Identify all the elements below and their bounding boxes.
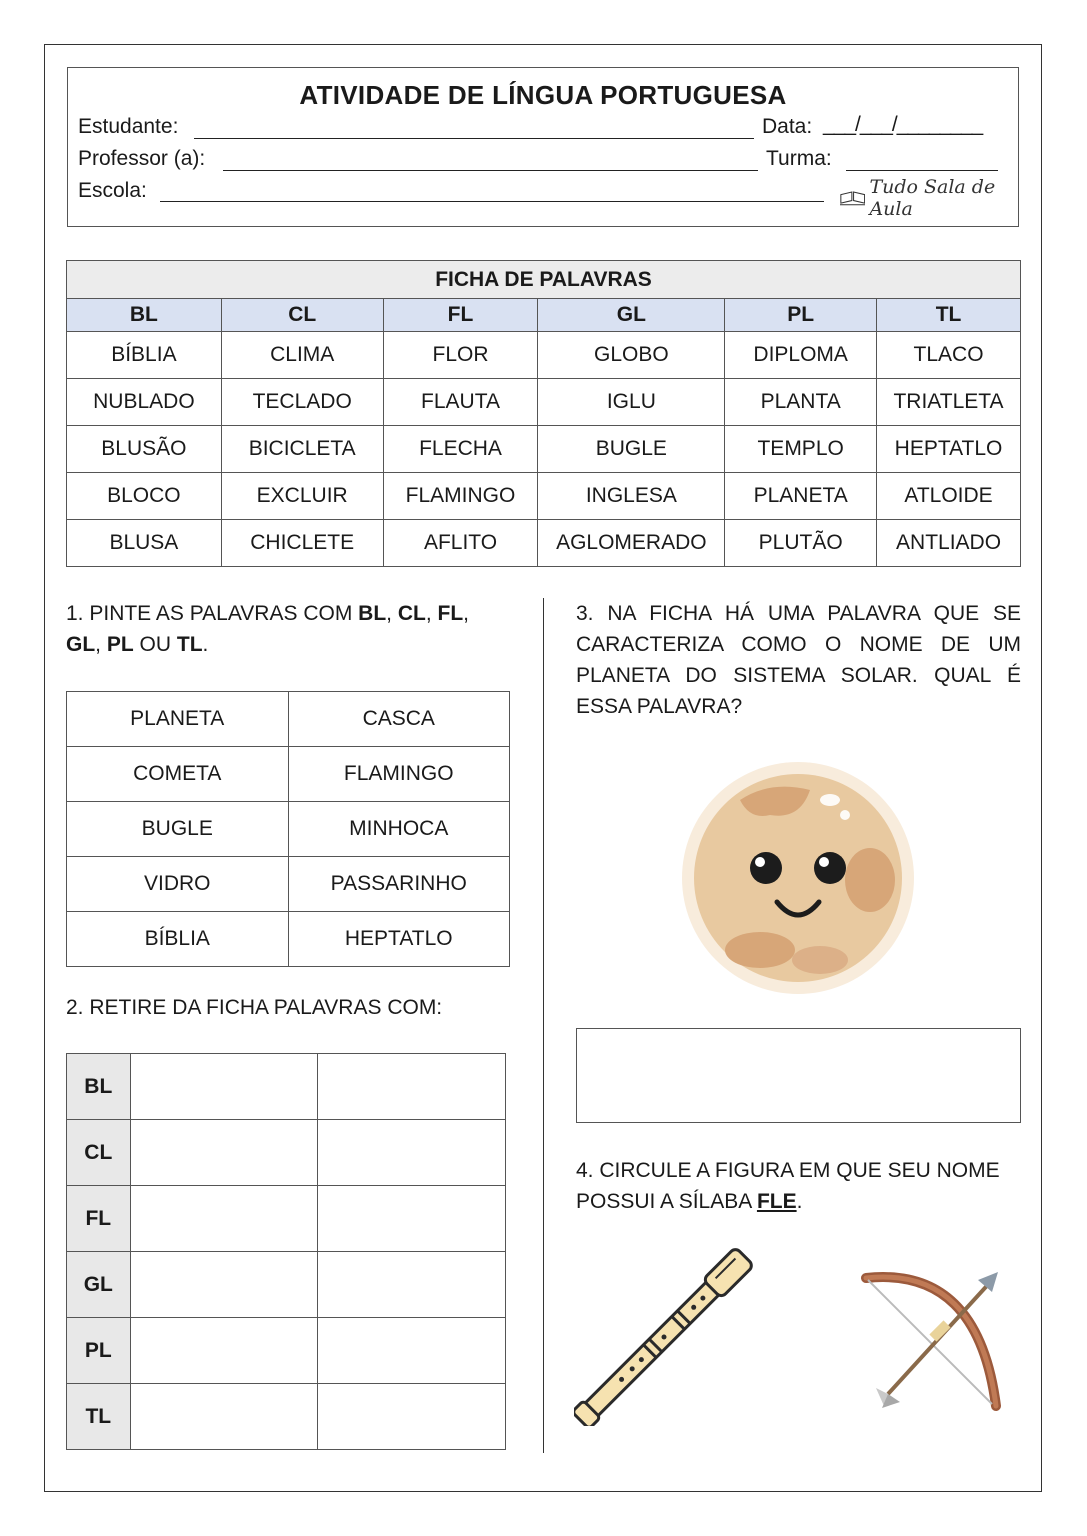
paint-word-cell[interactable]: PLANETA: [67, 692, 289, 747]
word-cell: PLANTA: [725, 379, 877, 426]
paint-word-cell[interactable]: HEPTATLO: [288, 912, 510, 967]
date-label: Data:: [762, 115, 813, 138]
word-cell: ATLOIDE: [877, 473, 1021, 520]
word-cell: DIPLOMA: [725, 332, 877, 379]
word-cell: ANTLIADO: [877, 520, 1021, 567]
group-label: TL: [67, 1384, 131, 1450]
word-cell: BLUSA: [67, 520, 222, 567]
table-row: [67, 379, 1021, 426]
word-cell: TECLADO: [221, 379, 383, 426]
word-cell: BUGLE: [538, 426, 725, 473]
column-header: CL: [221, 299, 383, 332]
paint-word-cell[interactable]: BÍBLIA: [67, 912, 289, 967]
word-cell: IGLU: [538, 379, 725, 426]
answer-cell[interactable]: [130, 1054, 318, 1120]
answer-cell[interactable]: [318, 1186, 506, 1252]
word-sheet-table: [66, 260, 1021, 567]
table-row: [67, 1252, 506, 1318]
table-row: [67, 857, 510, 912]
question-2-text: 2. RETIRE DA FICHA PALAVRAS COM:: [66, 996, 443, 1019]
column-header: BL: [67, 299, 222, 332]
word-cell: PLANETA: [725, 473, 877, 520]
answer-cell[interactable]: [130, 1384, 318, 1450]
word-cell: FLECHA: [383, 426, 538, 473]
question-4-text: 4. CIRCULE A FIGURA EM QUE SEU NOME POSSUI A SÍLABA FLE.: [576, 1159, 1000, 1213]
teacher-field[interactable]: [223, 170, 758, 171]
flute-icon[interactable]: [574, 1248, 754, 1426]
answer-cell[interactable]: [318, 1054, 506, 1120]
paint-word-cell[interactable]: CASCA: [288, 692, 510, 747]
table-row: [67, 802, 510, 857]
word-cell: PLUTÃO: [725, 520, 877, 567]
table-row: [67, 1120, 506, 1186]
answer-cell[interactable]: [318, 1120, 506, 1186]
table-row: [67, 473, 1021, 520]
word-cell: AFLITO: [383, 520, 538, 567]
word-cell: BÍBLIA: [67, 332, 222, 379]
word-cell: BLOCO: [67, 473, 222, 520]
answer-cell[interactable]: [130, 1186, 318, 1252]
column-divider: [543, 598, 544, 1453]
book-logo-icon: [840, 189, 865, 207]
word-cell: TLACO: [877, 332, 1021, 379]
date-field[interactable]: ___/___/________: [823, 113, 983, 136]
word-sheet-caption: FICHA DE PALAVRAS: [67, 261, 1021, 299]
bow-arrow-icon[interactable]: [858, 1266, 1008, 1418]
table-row: [67, 1054, 506, 1120]
student-label: Estudante:: [78, 115, 179, 138]
planet-face-icon: [680, 760, 916, 996]
school-label: Escola:: [78, 179, 147, 202]
word-cell: HEPTATLO: [877, 426, 1021, 473]
answer-cell[interactable]: [130, 1120, 318, 1186]
answer-cell[interactable]: [130, 1318, 318, 1384]
word-cell: CHICLETE: [221, 520, 383, 567]
word-cell: FLAUTA: [383, 379, 538, 426]
answer-cell[interactable]: [130, 1252, 318, 1318]
word-cell: AGLOMERADO: [538, 520, 725, 567]
group-label: CL: [67, 1120, 131, 1186]
column-header: PL: [725, 299, 877, 332]
group-label: BL: [67, 1054, 131, 1120]
answer-box[interactable]: [576, 1028, 1021, 1123]
paint-word-cell[interactable]: BUGLE: [67, 802, 289, 857]
header-box: [67, 67, 1019, 227]
word-cell: FLOR: [383, 332, 538, 379]
table-row: [67, 332, 1021, 379]
table-row: [67, 1384, 506, 1450]
teacher-label: Professor (a):: [78, 147, 206, 170]
class-field[interactable]: [846, 170, 998, 171]
school-field[interactable]: [160, 201, 824, 202]
paint-word-cell[interactable]: VIDRO: [67, 857, 289, 912]
table-row: [67, 912, 510, 967]
word-cell: BLUSÃO: [67, 426, 222, 473]
answer-cell[interactable]: [318, 1384, 506, 1450]
column-header: FL: [383, 299, 538, 332]
logo-text: Tudo Sala de Aula: [869, 176, 996, 220]
table-row: [67, 1186, 506, 1252]
answer-cell[interactable]: [318, 1318, 506, 1384]
group-label: GL: [67, 1252, 131, 1318]
paint-word-cell[interactable]: PASSARINHO: [288, 857, 510, 912]
word-cell: INGLESA: [538, 473, 725, 520]
column-header: GL: [538, 299, 725, 332]
word-cell: EXCLUIR: [221, 473, 383, 520]
student-field[interactable]: [194, 138, 754, 139]
word-cell: CLIMA: [221, 332, 383, 379]
word-cell: BICICLETA: [221, 426, 383, 473]
word-cell: NUBLADO: [67, 379, 222, 426]
table-row: [67, 747, 510, 802]
question-1-text: 1. PINTE AS PALAVRAS COM BL, CL, FL, GL, PL OU TL.: [66, 602, 469, 656]
paint-word-cell[interactable]: COMETA: [67, 747, 289, 802]
group-label: PL: [67, 1318, 131, 1384]
word-cell: FLAMINGO: [383, 473, 538, 520]
answer-cell[interactable]: [318, 1252, 506, 1318]
paint-words-table: [66, 691, 510, 967]
word-cell: GLOBO: [538, 332, 725, 379]
column-header: TL: [877, 299, 1021, 332]
table-row: [67, 426, 1021, 473]
word-cell: TEMPLO: [725, 426, 877, 473]
word-cell: TRIATLETA: [877, 379, 1021, 426]
paint-word-cell[interactable]: MINHOCA: [288, 802, 510, 857]
class-label: Turma:: [766, 147, 832, 170]
page-title: ATIVIDADE DE LÍNGUA PORTUGUESA: [299, 80, 787, 110]
table-row: [67, 1318, 506, 1384]
syllable-highlight: FLE: [756, 1190, 797, 1213]
paint-word-cell[interactable]: FLAMINGO: [288, 747, 510, 802]
logo: [840, 176, 1018, 220]
group-label: FL: [67, 1186, 131, 1252]
table-row: [67, 692, 510, 747]
question-3-text: 3. NA FICHA HÁ UMA PALAVRA QUE SE CARACTERIZA COMO O NOME DE UM PLANETA DO SISTEMA SOLAR. QUAL É ESSA PALAVRA?: [576, 602, 1021, 718]
extract-words-table: [66, 1053, 506, 1450]
table-row: [67, 520, 1021, 567]
